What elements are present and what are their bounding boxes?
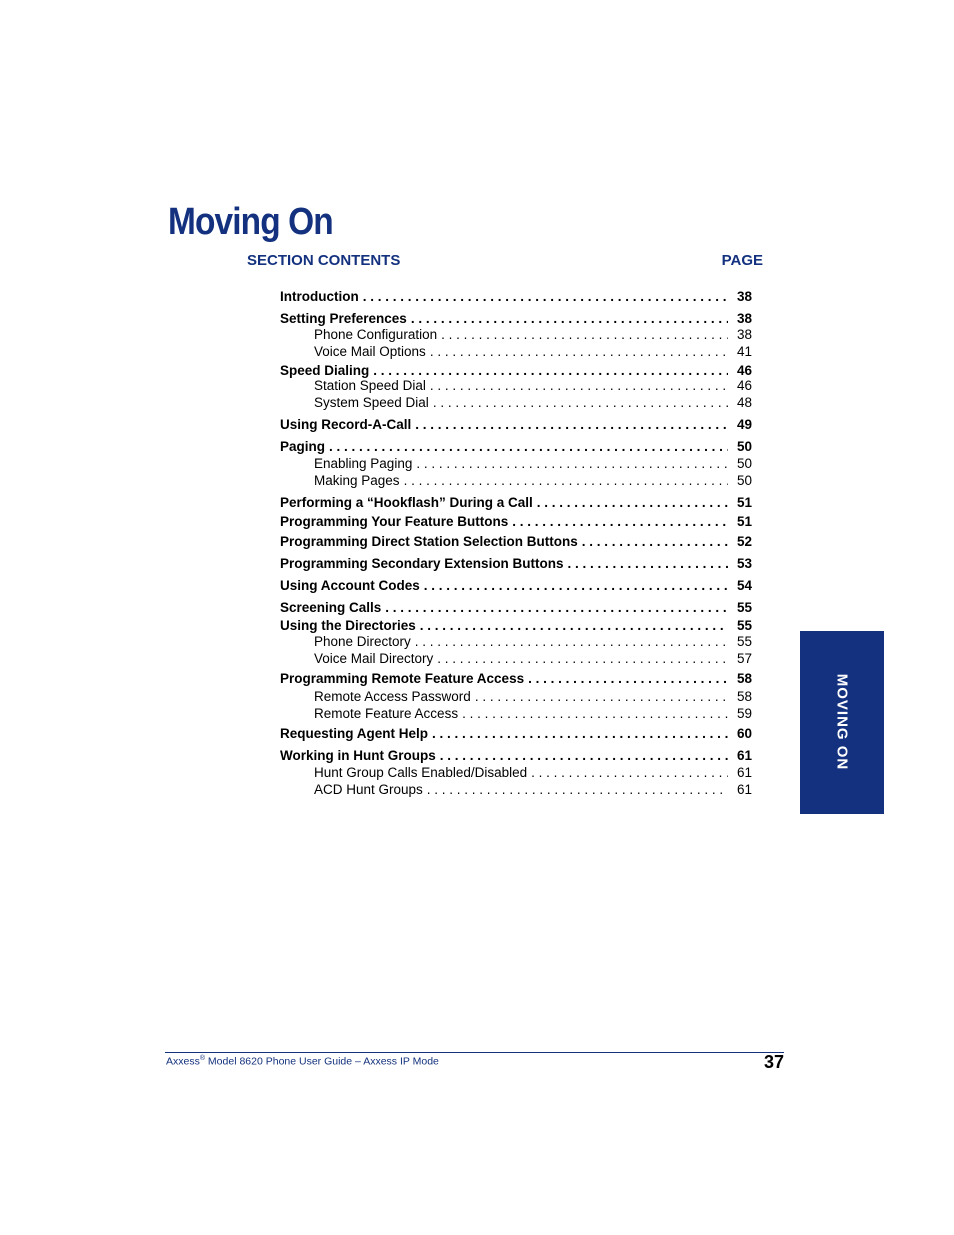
toc-entry-label: Programming Remote Feature Access [280,671,525,686]
toc-entry-label: Paging [280,439,326,454]
dot-leader [427,781,728,799]
toc-subentry[interactable] [280,377,752,395]
toc-entry[interactable] [280,513,752,531]
toc-page-number: 57 [736,651,752,666]
dot-leader [437,650,728,668]
toc-entry[interactable] [280,533,752,551]
toc-entry-label: ACD Hunt Groups [314,782,423,797]
toc-entry[interactable] [280,438,752,456]
toc-entry-label: Working in Hunt Groups [280,748,436,763]
toc-entry-label: Remote Access Password [314,689,471,704]
dot-leader [363,288,728,306]
toc-page-number: 38 [736,289,752,304]
toc-entry-label: Using the Directories [280,618,416,633]
toc-entry-label: Introduction [280,289,359,304]
toc-entry-label: Speed Dialing [280,363,370,378]
toc-subentry[interactable] [280,472,752,490]
toc-entry-label: Using Record-A-Call [280,417,412,432]
toc-page-number: 50 [736,439,752,454]
toc-page-number: 51 [736,495,752,510]
dot-leader [528,670,728,688]
toc-page-number: 48 [736,395,752,410]
toc-subentry[interactable] [280,705,752,723]
toc-subentry[interactable] [280,633,752,651]
toc-page-number: 58 [736,689,752,704]
toc-entry[interactable] [280,599,752,617]
dot-leader [531,764,728,782]
toc-entry-label: Phone Directory [314,634,411,649]
toc-page-number: 59 [736,706,752,721]
toc-page-number: 50 [736,473,752,488]
toc-page-number: 61 [736,748,752,763]
toc-page-number: 61 [736,765,752,780]
toc-entry[interactable] [280,747,752,765]
toc-page-number: 61 [736,782,752,797]
dot-leader [432,725,728,743]
toc-entry-label: Remote Feature Access [314,706,459,721]
toc-entry-label: Setting Preferences [280,311,407,326]
toc-page-number: 53 [736,556,752,571]
footer-brand: Axxess [166,1055,200,1068]
toc-page-number: 49 [736,417,752,432]
toc-entry-label: Hunt Group Calls Enabled/Disabled [314,765,528,780]
toc-page-number: 55 [736,600,752,615]
section-contents-label: SECTION CONTENTS [247,252,401,269]
toc-page-number: 51 [736,514,752,529]
footer-text [166,1055,439,1068]
toc-entry-label: Making Pages [314,473,400,488]
toc-entry-label: Using Account Codes [280,578,420,593]
toc-entry[interactable] [280,494,752,512]
toc-page-number: 41 [736,344,752,359]
toc-page-number: 50 [736,456,752,471]
page-title: Moving On [168,201,333,243]
table-of-contents [280,0,752,820]
dot-leader [415,633,728,651]
toc-entry-label: Requesting Agent Help [280,726,429,741]
toc-entry[interactable] [280,577,752,595]
toc-page-number: 46 [736,378,752,393]
toc-page-number: 52 [736,534,752,549]
toc-entry[interactable] [280,288,752,306]
toc-entry-label: Performing a “Hookflash” During a Call [280,495,533,510]
toc-entry-label: Phone Configuration [314,327,438,342]
toc-page-number: 55 [736,618,752,633]
dot-leader [512,513,728,531]
page-number: 37 [763,1052,784,1072]
toc-entry-label: Enabling Paging [314,456,413,471]
dot-leader [329,438,728,456]
toc-entry-label: Programming Direct Station Selection Buttons [280,534,578,549]
toc-page-number: 58 [736,671,752,686]
dot-leader [415,416,728,434]
toc-subentry[interactable] [280,455,752,473]
toc-entry-label: Voice Mail Options [314,344,426,359]
dot-leader [537,494,728,512]
toc-subentry[interactable] [280,650,752,668]
toc-page-number: 55 [736,634,752,649]
section-side-tab [800,631,884,814]
footer-guide-title: Model 8620 Phone User Guide – Axxess IP Mode [205,1055,439,1068]
toc-subentry[interactable] [280,326,752,344]
dot-leader [404,472,728,490]
toc-entry-label: Programming Your Feature Buttons [280,514,509,529]
toc-subentry[interactable] [280,688,752,706]
toc-entry[interactable] [280,670,752,688]
toc-page-number: 46 [736,363,752,378]
dot-leader [430,343,728,361]
toc-entry-label: Voice Mail Directory [314,651,434,666]
toc-page-number: 38 [736,311,752,326]
footer-rule [165,1052,784,1053]
dot-leader [440,747,728,765]
dot-leader [441,326,728,344]
dot-leader [416,455,728,473]
toc-entry[interactable] [280,416,752,434]
toc-entry-label: Station Speed Dial [314,378,426,393]
registered-mark: ® [199,1055,206,1062]
toc-page-number: 54 [736,578,752,593]
toc-page-number: 60 [736,726,752,741]
dot-leader [424,577,728,595]
dot-leader [475,688,728,706]
toc-page-number: 38 [736,327,752,342]
dot-leader [582,533,728,551]
toc-entry[interactable] [280,555,752,573]
page-column-label: PAGE [721,252,763,269]
toc-entry-label: Screening Calls [280,600,382,615]
toc-entry[interactable] [280,725,752,743]
toc-subentry[interactable] [280,764,752,782]
dot-leader [430,377,728,395]
dot-leader [568,555,728,573]
toc-entry-label: Programming Secondary Extension Buttons [280,556,564,571]
toc-subentry[interactable] [280,781,752,799]
toc-subentry[interactable] [280,343,752,361]
side-tab-label: MOVING ON [833,673,851,771]
toc-entry-label: System Speed Dial [314,395,429,410]
dot-leader [462,705,728,723]
dot-leader [433,394,728,412]
dot-leader [385,599,728,617]
toc-subentry[interactable] [280,394,752,412]
